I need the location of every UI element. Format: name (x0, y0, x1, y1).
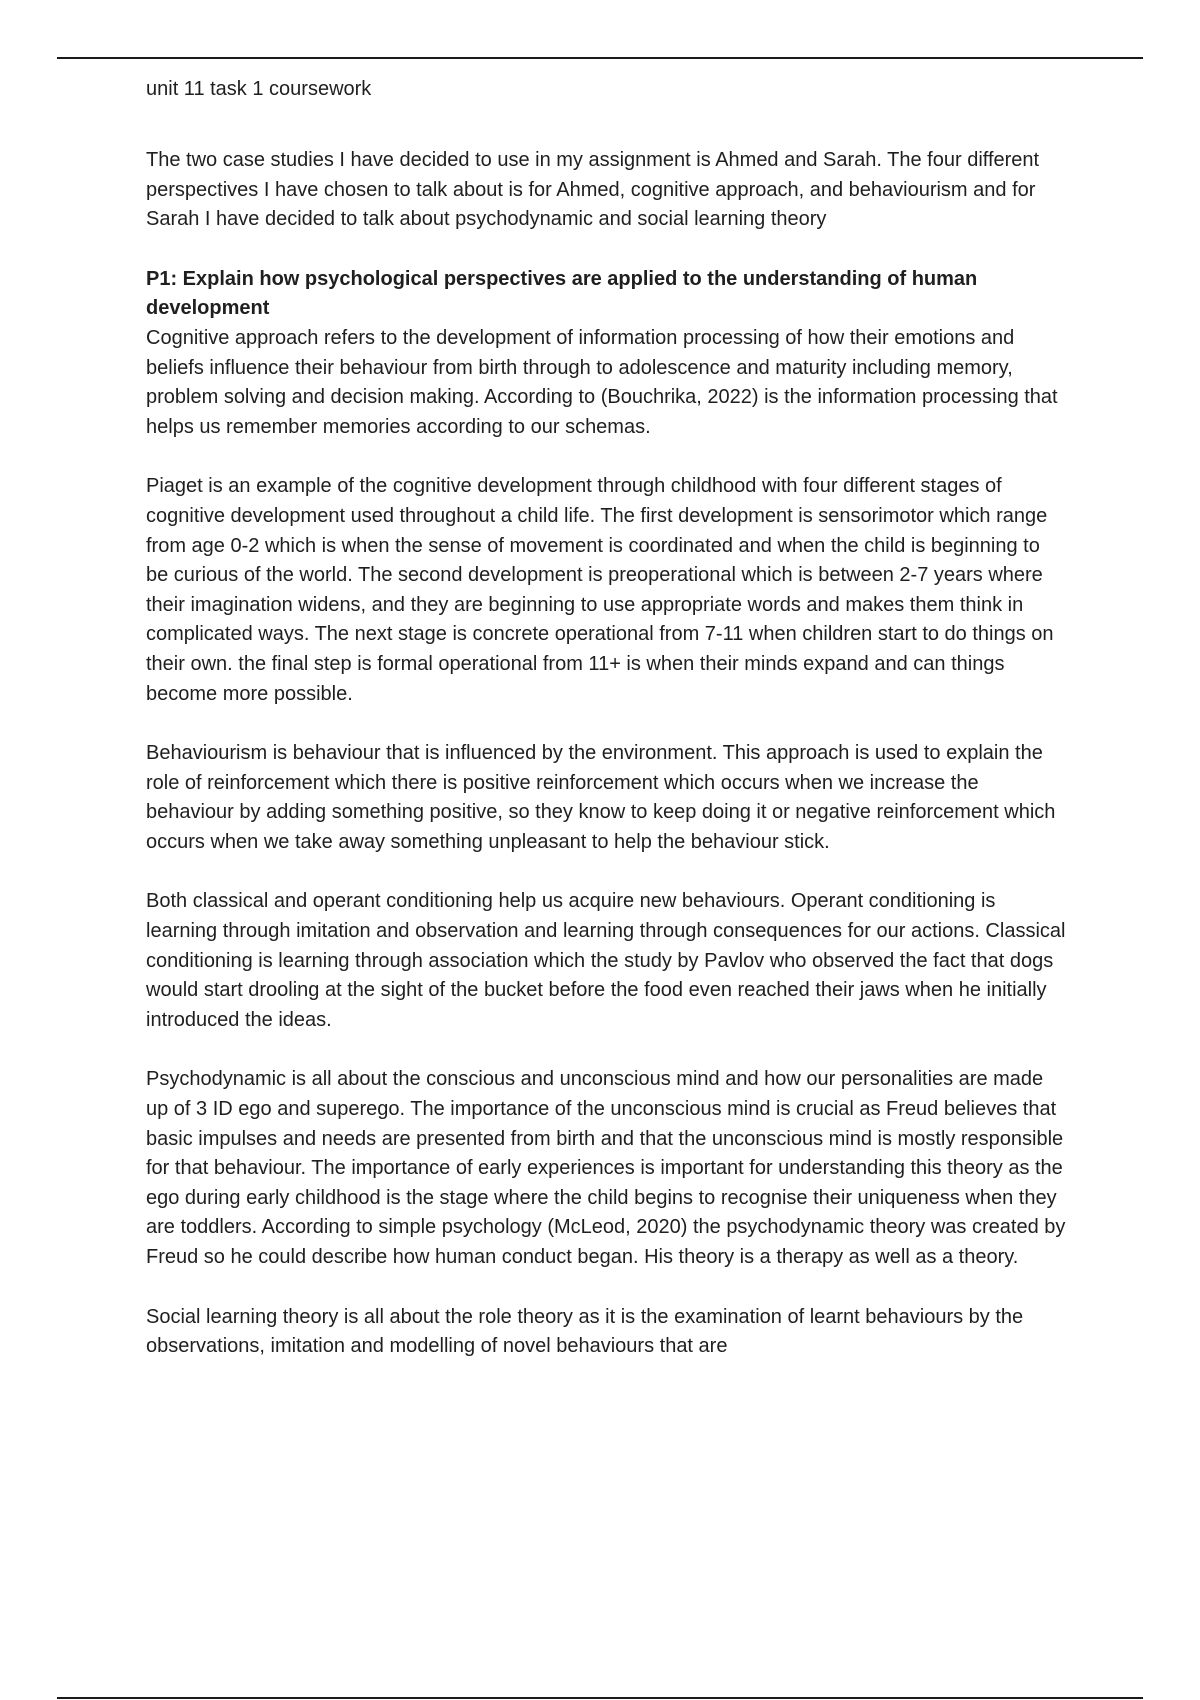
paragraph-psychodynamic: Psychodynamic is all about the conscious and unconscious mind and how our personalities are made up of 3 ID ego and superego. The importance of the unconscious mind is crucial as Freud believes that basic impulses and needs are presented from birth and that the unconscious mind is mostly responsible for that behaviour. The importance of early experiences is important for understanding this theory as the ego during early childhood is the stage where the child begins to recognise their uniqueness when they are toddlers. According to simple psychology (McLeod, 2020) the psychodynamic theory was created by Freud so he could describe how human conduct began. His theory is a therapy as well as a theory. (146, 1068, 1066, 1268)
section-heading: P1: Explain how psychological perspectives are applied to the understanding of human development (146, 267, 978, 320)
paragraph-piaget: Piaget is an example of the cognitive development through childhood with four different stages of cognitive development used throughout a child life. The first development is sensorimotor which range from age 0-2 which is when the sense of movement is coordinated and when the child is beginning to be curious of the world. The second development is preoperational which is between 2-7 years where their imagination widens, and they are beginning to use appropriate words and makes them think in complicated ways. The next stage is concrete operational from 7-11 when children start to do things on their own. the final step is formal operational from 11+ is when their minds expand and can things become more possible. (146, 475, 1054, 705)
document-page (146, 74, 1066, 1392)
footer-rule (57, 1697, 1143, 1699)
paragraph-behaviourism: Behaviourism is behaviour that is influenced by the environment. This approach is used to explain the role of reinforcement which there is positive reinforcement which occurs when we increase the behaviour by adding something positive, so they know to keep doing it or negative reinforcement which occurs when we take away something unpleasant to help the behaviour stick. (146, 742, 1056, 853)
paragraph-social-learning: Social learning theory is all about the role theory as it is the examination of learnt behaviours by the observations, imitation and modelling of novel behaviours that are (146, 1305, 1024, 1358)
paragraph-cognitive: Cognitive approach refers to the development of information processing of how their emotions and beliefs influence their behaviour from birth through to adolescence and maturity including memory, problem solving and decision making. According to (Bouchrika, 2022) is the information processing that helps us remember memories according to our schemas. (146, 326, 1058, 438)
paragraph-conditioning: Both classical and operant conditioning help us acquire new behaviours. Operant conditioning is learning through imitation and observation and learning through consequences for our actions. Classical conditioning is learning through association which the study by Pavlov who observed the fact that dogs would start drooling at the sight of the bucket before the food even reached their jaws when he initially introduced the ideas. (146, 890, 1066, 1031)
document-header: unit 11 task 1 coursework (146, 78, 372, 100)
header-rule (57, 57, 1143, 59)
intro-paragraph: The two case studies I have decided to use in my assignment is Ahmed and Sarah. The four different perspectives I have chosen to talk about is for Ahmed, cognitive approach, and behaviourism and for Sarah I have decided to talk about psychodynamic and social learning theory (146, 149, 1040, 231)
